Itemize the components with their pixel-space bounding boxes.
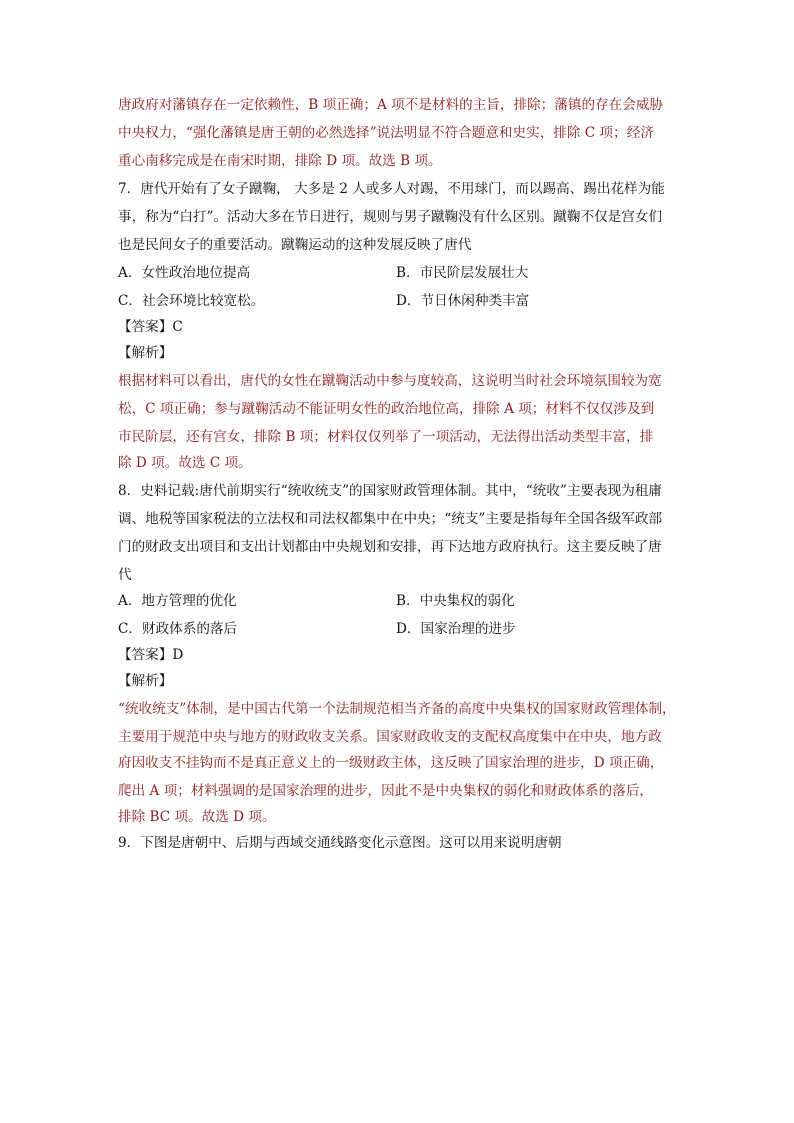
q8-option-d: D．国家治理的进步 (396, 621, 516, 637)
q9-stem: 9．下图是唐朝中、后期与西域交通线路变化示意图。这可以用来说明唐朝 (118, 835, 562, 851)
q8-analysis-line-3: 府因收支不挂钩而不是真正意义上的一级财政主体，这反映了国家治理的进步，D 项正确， (118, 755, 664, 771)
q6-explanation-line-3: 重心南移完成是在南宋时期，排除 D 项。故选 B 项。 (118, 153, 442, 169)
q8-analysis-line-2: 主要用于规范中央与地方的财政收支关系。国家财政收支的支配权高度集中在中央，地方政 (118, 729, 662, 745)
q8-analysis-label: 【解析】 (118, 673, 173, 689)
q8-analysis-line-1: “统收统支”体制，是中国古代第一个法制规范相当齐备的高度中央集权的国家财政管理体制， (118, 701, 676, 717)
q7-stem-line-1: 7．唐代开始有了女子蹴鞠， 大多是 2 人或多人对踢，不用球门，而以踢高、踢出花样为能 (118, 181, 665, 197)
q7-analysis-label: 【解析】 (118, 345, 173, 361)
q7-analysis-line-1: 根据材料可以看出，唐代的女性在蹴鞠活动中参与度较高，这说明当时社会环境氛围较为宽 (118, 373, 662, 389)
q8-stem-line-3: 门的财政支出项目和支出计划都由中央规划和安排，再下达地方政府执行。这主要反映了唐 (118, 539, 662, 555)
q7-analysis-line-4: 除 D 项。故选 C 项。 (118, 455, 252, 471)
q8-option-b: B．中央集权的弱化 (396, 593, 515, 609)
q7-option-d: D．节日休闲种类丰富 (396, 293, 530, 309)
q7-option-c: C．社会环境比较宽松。 (118, 293, 265, 309)
q7-option-a: A．女性政治地位提高 (118, 265, 251, 281)
q7-option-b: B．市民阶层发展壮大 (396, 265, 529, 281)
q8-option-a: A．地方管理的优化 (118, 593, 237, 609)
q8-analysis-line-5: 排除 BC 项。故选 D 项。 (118, 809, 276, 825)
q7-analysis-line-3: 市民阶层，还有宫女，排除 B 项；材料仅仅列举了一项活动，无法得出活动类型丰富，排 (118, 429, 654, 445)
q8-stem-line-4: 代 (118, 567, 132, 583)
q7-stem-line-3: 也是民间女子的重要活动。蹴鞠运动的这种发展反映了唐代 (118, 237, 472, 253)
q8-stem-line-2: 调、地税等国家税法的立法权和司法权都集中在中央；“统支”主要是指每年全国各级军政部 (118, 511, 663, 527)
q8-analysis-line-4: 爬出 A 项；材料强调的是国家治理的进步，因此不是中央集权的弱化和财政体系的落后， (118, 783, 654, 799)
q7-analysis-line-2: 松，C 项正确；参与蹴鞠活动不能证明女性的政治地位高，排除 A 项；材料不仅仅涉及到 (118, 401, 655, 417)
q8-option-c: C．财政体系的落后 (118, 621, 238, 637)
q6-explanation-line-1: 唐政府对藩镇存在一定依赖性，B 项正确；A 项不是材料的主旨，排除；藩镇的存在会威胁 (118, 97, 664, 113)
q8-answer: 【答案】D (118, 647, 184, 663)
q7-answer: 【答案】C (118, 319, 183, 335)
q6-explanation-line-2: 中央权力，“强化藩镇是唐王朝的必然选择”说法明显不符合题意和史实，排除 C 项；经济 (118, 125, 654, 141)
q7-stem-line-2: 事，称为“白打”。活动大多在节日进行，规则与男子蹴鞠没有什么区别。蹴鞠不仅是宫女们 (118, 209, 663, 225)
q8-stem-line-1: 8．史料记载:唐代前期实行“统收统支”的国家财政管理体制。其中，“统收”主要表现为租庸 (118, 483, 662, 499)
